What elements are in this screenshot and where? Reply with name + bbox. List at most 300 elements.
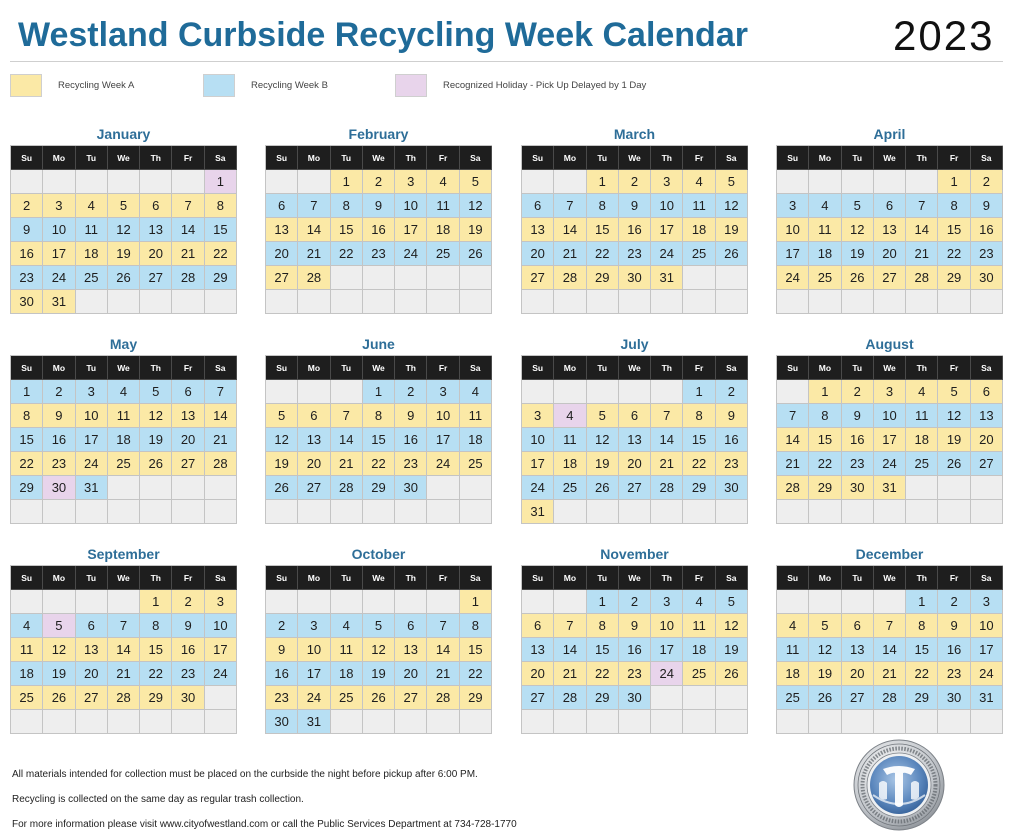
day-cell: 18 xyxy=(331,662,363,686)
header-divider xyxy=(10,61,1003,62)
weekday-header: Fr xyxy=(938,566,970,590)
weekday-header: Sa xyxy=(971,146,1003,170)
month-grid xyxy=(521,565,748,734)
day-cell: 14 xyxy=(651,428,683,452)
day-cell: 28 xyxy=(298,266,330,290)
empty-cell xyxy=(683,710,715,734)
day-cell: 24 xyxy=(395,242,427,266)
day-cell: 29 xyxy=(587,686,619,710)
empty-cell xyxy=(331,290,363,314)
weekday-header: Sa xyxy=(460,566,492,590)
day-cell: 6 xyxy=(172,380,204,404)
month-grid xyxy=(265,145,492,314)
empty-cell xyxy=(683,500,715,524)
weekday-header: Su xyxy=(522,356,554,380)
day-cell: 4 xyxy=(683,590,715,614)
weekday-header: We xyxy=(363,146,395,170)
weekday-header: Fr xyxy=(683,356,715,380)
day-cell: 7 xyxy=(108,614,140,638)
day-cell: 7 xyxy=(298,194,330,218)
weekday-header: Su xyxy=(266,566,298,590)
day-cell: 15 xyxy=(205,218,237,242)
month-block xyxy=(776,543,1003,734)
day-cell: 21 xyxy=(331,452,363,476)
day-cell: 12 xyxy=(460,194,492,218)
day-cell: 17 xyxy=(298,662,330,686)
empty-cell xyxy=(651,380,683,404)
weekday-header: We xyxy=(363,566,395,590)
empty-cell xyxy=(619,710,651,734)
weekday-header: Tu xyxy=(331,146,363,170)
day-cell: 22 xyxy=(11,452,43,476)
month-grid xyxy=(521,355,748,524)
day-cell: 24 xyxy=(427,452,459,476)
day-cell: 31 xyxy=(76,476,108,500)
weekday-header: Mo xyxy=(809,566,841,590)
empty-cell xyxy=(140,170,172,194)
day-cell: 14 xyxy=(427,638,459,662)
empty-cell xyxy=(205,476,237,500)
day-cell: 24 xyxy=(522,476,554,500)
month-grid xyxy=(265,355,492,524)
empty-cell xyxy=(777,590,809,614)
day-cell: 2 xyxy=(716,380,748,404)
weekday-header: Su xyxy=(266,356,298,380)
day-cell: 9 xyxy=(971,194,1003,218)
empty-cell xyxy=(809,170,841,194)
day-cell: 4 xyxy=(427,170,459,194)
weekday-header: Mo xyxy=(43,356,75,380)
day-cell: 13 xyxy=(874,218,906,242)
day-cell: 12 xyxy=(140,404,172,428)
weekday-header: Fr xyxy=(683,566,715,590)
empty-cell xyxy=(427,590,459,614)
day-cell: 2 xyxy=(266,614,298,638)
day-cell: 20 xyxy=(140,242,172,266)
empty-cell xyxy=(809,710,841,734)
day-cell: 9 xyxy=(266,638,298,662)
weekday-header: Th xyxy=(140,146,172,170)
empty-cell xyxy=(363,290,395,314)
day-cell: 18 xyxy=(427,218,459,242)
day-cell: 1 xyxy=(587,590,619,614)
empty-cell xyxy=(11,170,43,194)
day-cell: 24 xyxy=(651,242,683,266)
empty-cell xyxy=(298,290,330,314)
empty-cell xyxy=(108,170,140,194)
weekday-header: We xyxy=(619,146,651,170)
empty-cell xyxy=(43,170,75,194)
day-cell: 10 xyxy=(43,218,75,242)
day-cell: 16 xyxy=(266,662,298,686)
day-cell: 25 xyxy=(554,476,586,500)
empty-cell xyxy=(108,500,140,524)
weekday-header: Fr xyxy=(172,356,204,380)
day-cell: 18 xyxy=(11,662,43,686)
day-cell: 19 xyxy=(809,662,841,686)
empty-cell xyxy=(971,290,1003,314)
day-cell: 19 xyxy=(363,662,395,686)
day-cell: 4 xyxy=(108,380,140,404)
empty-cell xyxy=(108,290,140,314)
weekday-header: Th xyxy=(906,146,938,170)
month-grid xyxy=(776,355,1003,524)
day-cell: 15 xyxy=(460,638,492,662)
empty-cell xyxy=(777,170,809,194)
day-cell: 17 xyxy=(971,638,1003,662)
day-cell: 14 xyxy=(777,428,809,452)
day-cell: 19 xyxy=(460,218,492,242)
day-cell: 22 xyxy=(205,242,237,266)
empty-cell xyxy=(554,290,586,314)
day-cell: 2 xyxy=(363,170,395,194)
month-title: August xyxy=(865,336,914,352)
weekday-header: We xyxy=(874,566,906,590)
day-cell: 9 xyxy=(842,404,874,428)
day-cell: 9 xyxy=(619,194,651,218)
legend-label-holiday: Recognized Holiday - Pick Up Delayed by 1 Day xyxy=(443,80,647,91)
day-cell: 29 xyxy=(809,476,841,500)
day-cell: 3 xyxy=(522,404,554,428)
day-cell: 4 xyxy=(331,614,363,638)
day-cell: 1 xyxy=(938,170,970,194)
day-cell: 17 xyxy=(43,242,75,266)
day-cell: 25 xyxy=(683,662,715,686)
empty-cell xyxy=(460,500,492,524)
holiday-day-cell: 30 xyxy=(43,476,75,500)
day-cell: 22 xyxy=(460,662,492,686)
day-cell: 18 xyxy=(683,638,715,662)
empty-cell xyxy=(460,290,492,314)
day-cell: 21 xyxy=(108,662,140,686)
empty-cell xyxy=(587,380,619,404)
month-block xyxy=(10,333,237,524)
day-cell: 28 xyxy=(651,476,683,500)
day-cell: 12 xyxy=(809,638,841,662)
weekday-header: Th xyxy=(906,566,938,590)
weekday-header: Mo xyxy=(809,146,841,170)
day-cell: 27 xyxy=(395,686,427,710)
month-title: September xyxy=(87,546,160,562)
weekday-header: We xyxy=(619,356,651,380)
empty-cell xyxy=(76,290,108,314)
day-cell: 1 xyxy=(11,380,43,404)
day-cell: 27 xyxy=(266,266,298,290)
day-cell: 25 xyxy=(427,242,459,266)
day-cell: 22 xyxy=(331,242,363,266)
empty-cell xyxy=(716,686,748,710)
month-title: June xyxy=(362,336,395,352)
month-block xyxy=(265,123,492,314)
empty-cell xyxy=(874,590,906,614)
weekday-header: We xyxy=(874,146,906,170)
holiday-day-cell: 1 xyxy=(205,170,237,194)
weekday-header: Tu xyxy=(587,566,619,590)
day-cell: 17 xyxy=(651,638,683,662)
month-title: March xyxy=(613,126,656,142)
day-cell: 12 xyxy=(43,638,75,662)
day-cell: 26 xyxy=(108,266,140,290)
day-cell: 14 xyxy=(331,428,363,452)
empty-cell xyxy=(554,500,586,524)
weekday-header: Tu xyxy=(76,146,108,170)
empty-cell xyxy=(651,686,683,710)
day-cell: 8 xyxy=(683,404,715,428)
day-cell: 7 xyxy=(906,194,938,218)
day-cell: 16 xyxy=(971,218,1003,242)
day-cell: 16 xyxy=(363,218,395,242)
weekday-header: Sa xyxy=(460,146,492,170)
month-grid xyxy=(521,145,748,314)
empty-cell xyxy=(395,710,427,734)
empty-cell xyxy=(971,476,1003,500)
day-cell: 14 xyxy=(906,218,938,242)
weekday-header: Th xyxy=(651,566,683,590)
day-cell: 26 xyxy=(938,452,970,476)
day-cell: 6 xyxy=(298,404,330,428)
day-cell: 25 xyxy=(11,686,43,710)
day-cell: 5 xyxy=(140,380,172,404)
day-cell: 7 xyxy=(205,380,237,404)
weekday-header: Mo xyxy=(43,566,75,590)
day-cell: 28 xyxy=(172,266,204,290)
weekday-header: Fr xyxy=(172,566,204,590)
day-cell: 23 xyxy=(716,452,748,476)
empty-cell xyxy=(427,290,459,314)
weekday-header: Mo xyxy=(298,146,330,170)
day-cell: 3 xyxy=(76,380,108,404)
empty-cell xyxy=(938,500,970,524)
day-cell: 15 xyxy=(683,428,715,452)
weekday-header: Fr xyxy=(683,146,715,170)
day-cell: 31 xyxy=(43,290,75,314)
day-cell: 21 xyxy=(906,242,938,266)
day-cell: 18 xyxy=(809,242,841,266)
weekday-header: Su xyxy=(522,146,554,170)
day-cell: 1 xyxy=(906,590,938,614)
empty-cell xyxy=(140,290,172,314)
month-title: April xyxy=(873,126,906,142)
day-cell: 2 xyxy=(395,380,427,404)
empty-cell xyxy=(460,710,492,734)
empty-cell xyxy=(777,380,809,404)
empty-cell xyxy=(363,710,395,734)
day-cell: 13 xyxy=(298,428,330,452)
empty-cell xyxy=(874,500,906,524)
empty-cell xyxy=(906,500,938,524)
day-cell: 14 xyxy=(172,218,204,242)
month-grid xyxy=(10,565,237,734)
day-cell: 15 xyxy=(587,218,619,242)
day-cell: 16 xyxy=(716,428,748,452)
day-cell: 13 xyxy=(842,638,874,662)
day-cell: 27 xyxy=(971,452,1003,476)
empty-cell xyxy=(298,380,330,404)
month-block xyxy=(10,123,237,314)
day-cell: 24 xyxy=(43,266,75,290)
day-cell: 18 xyxy=(777,662,809,686)
day-cell: 19 xyxy=(938,428,970,452)
empty-cell xyxy=(76,590,108,614)
day-cell: 18 xyxy=(683,218,715,242)
day-cell: 6 xyxy=(522,194,554,218)
empty-cell xyxy=(427,476,459,500)
weekday-header: Tu xyxy=(842,566,874,590)
day-cell: 25 xyxy=(76,266,108,290)
day-cell: 19 xyxy=(587,452,619,476)
weekday-header: We xyxy=(619,566,651,590)
day-cell: 26 xyxy=(43,686,75,710)
month-block xyxy=(776,123,1003,314)
empty-cell xyxy=(140,710,172,734)
weekday-header: Fr xyxy=(938,146,970,170)
day-cell: 7 xyxy=(331,404,363,428)
day-cell: 9 xyxy=(43,404,75,428)
empty-cell xyxy=(522,590,554,614)
day-cell: 10 xyxy=(777,218,809,242)
weekday-header: Sa xyxy=(205,356,237,380)
day-cell: 28 xyxy=(906,266,938,290)
day-cell: 13 xyxy=(140,218,172,242)
weekday-header: Su xyxy=(777,566,809,590)
empty-cell xyxy=(43,500,75,524)
month-block xyxy=(265,333,492,524)
day-cell: 8 xyxy=(906,614,938,638)
day-cell: 28 xyxy=(205,452,237,476)
day-cell: 1 xyxy=(460,590,492,614)
empty-cell xyxy=(11,500,43,524)
day-cell: 24 xyxy=(205,662,237,686)
day-cell: 26 xyxy=(587,476,619,500)
empty-cell xyxy=(587,500,619,524)
day-cell: 18 xyxy=(906,428,938,452)
day-cell: 19 xyxy=(716,218,748,242)
month-block xyxy=(776,333,1003,524)
day-cell: 30 xyxy=(971,266,1003,290)
day-cell: 27 xyxy=(619,476,651,500)
empty-cell xyxy=(874,290,906,314)
empty-cell xyxy=(298,500,330,524)
day-cell: 15 xyxy=(140,638,172,662)
day-cell: 22 xyxy=(140,662,172,686)
empty-cell xyxy=(205,686,237,710)
empty-cell xyxy=(363,266,395,290)
day-cell: 3 xyxy=(777,194,809,218)
empty-cell xyxy=(842,290,874,314)
day-cell: 1 xyxy=(331,170,363,194)
day-cell: 4 xyxy=(11,614,43,638)
day-cell: 23 xyxy=(43,452,75,476)
day-cell: 2 xyxy=(971,170,1003,194)
day-cell: 17 xyxy=(76,428,108,452)
day-cell: 5 xyxy=(108,194,140,218)
legend-label-week-b: Recycling Week B xyxy=(251,80,328,91)
day-cell: 26 xyxy=(809,686,841,710)
day-cell: 10 xyxy=(651,614,683,638)
day-cell: 7 xyxy=(554,194,586,218)
day-cell: 3 xyxy=(971,590,1003,614)
day-cell: 7 xyxy=(874,614,906,638)
day-cell: 7 xyxy=(427,614,459,638)
empty-cell xyxy=(108,710,140,734)
weekday-header: Sa xyxy=(205,146,237,170)
day-cell: 23 xyxy=(619,242,651,266)
weekday-header: Fr xyxy=(427,146,459,170)
empty-cell xyxy=(43,710,75,734)
day-cell: 31 xyxy=(651,266,683,290)
day-cell: 11 xyxy=(76,218,108,242)
day-cell: 21 xyxy=(298,242,330,266)
day-cell: 13 xyxy=(76,638,108,662)
empty-cell xyxy=(331,500,363,524)
day-cell: 27 xyxy=(140,266,172,290)
day-cell: 2 xyxy=(43,380,75,404)
day-cell: 5 xyxy=(716,590,748,614)
day-cell: 11 xyxy=(683,194,715,218)
day-cell: 20 xyxy=(298,452,330,476)
day-cell: 6 xyxy=(619,404,651,428)
holiday-day-cell: 4 xyxy=(554,404,586,428)
day-cell: 9 xyxy=(619,614,651,638)
day-cell: 19 xyxy=(266,452,298,476)
empty-cell xyxy=(906,290,938,314)
day-cell: 31 xyxy=(874,476,906,500)
empty-cell xyxy=(809,290,841,314)
empty-cell xyxy=(11,710,43,734)
empty-cell xyxy=(427,266,459,290)
day-cell: 11 xyxy=(427,194,459,218)
weekday-header: Tu xyxy=(842,356,874,380)
day-cell: 28 xyxy=(554,266,586,290)
day-cell: 20 xyxy=(522,242,554,266)
day-cell: 5 xyxy=(809,614,841,638)
day-cell: 24 xyxy=(777,266,809,290)
month-title: January xyxy=(96,126,151,142)
empty-cell xyxy=(331,266,363,290)
weekday-header: Fr xyxy=(938,356,970,380)
empty-cell xyxy=(205,290,237,314)
weekday-header: We xyxy=(874,356,906,380)
day-cell: 5 xyxy=(587,404,619,428)
day-cell: 30 xyxy=(172,686,204,710)
day-cell: 20 xyxy=(874,242,906,266)
empty-cell xyxy=(522,290,554,314)
month-title: February xyxy=(348,126,409,142)
day-cell: 29 xyxy=(140,686,172,710)
weekday-header: Tu xyxy=(587,356,619,380)
city-seal-icon xyxy=(853,739,945,831)
day-cell: 28 xyxy=(777,476,809,500)
day-cell: 11 xyxy=(108,404,140,428)
day-cell: 19 xyxy=(140,428,172,452)
day-cell: 8 xyxy=(460,614,492,638)
empty-cell xyxy=(683,290,715,314)
empty-cell xyxy=(938,476,970,500)
day-cell: 15 xyxy=(587,638,619,662)
day-cell: 10 xyxy=(651,194,683,218)
empty-cell xyxy=(205,710,237,734)
weekday-header: Sa xyxy=(205,566,237,590)
empty-cell xyxy=(395,266,427,290)
empty-cell xyxy=(906,710,938,734)
day-cell: 3 xyxy=(43,194,75,218)
day-cell: 6 xyxy=(842,614,874,638)
day-cell: 28 xyxy=(874,686,906,710)
day-cell: 29 xyxy=(205,266,237,290)
weekday-header: Mo xyxy=(298,566,330,590)
day-cell: 26 xyxy=(363,686,395,710)
day-cell: 16 xyxy=(938,638,970,662)
